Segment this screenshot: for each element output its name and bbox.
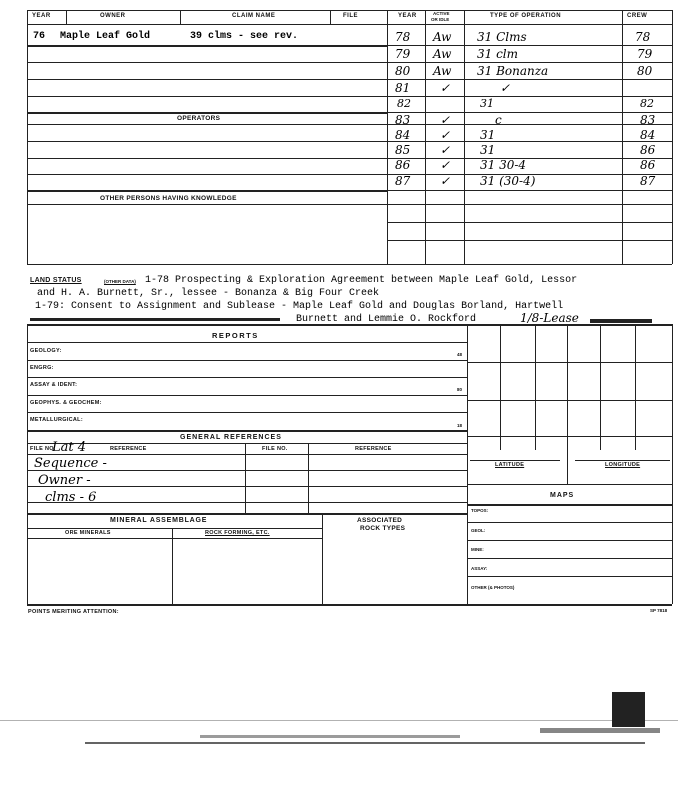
op-crew-85: 86 xyxy=(640,143,656,157)
op-crew-79: 79 xyxy=(637,47,653,61)
op-row-line xyxy=(387,190,672,191)
op-crew-87: 87 xyxy=(640,174,656,188)
v-year xyxy=(66,10,67,24)
op-type-78: 31 Clms xyxy=(477,30,527,44)
op-line-3 xyxy=(27,158,387,159)
grid-h-1 xyxy=(467,362,672,363)
long-line xyxy=(575,460,670,461)
op-year-87: 87 xyxy=(395,174,411,188)
gen-hand-2: Sequence - xyxy=(34,456,107,471)
reports-line-1 xyxy=(27,360,467,361)
top-table-bottom xyxy=(27,264,672,265)
row-line-1 xyxy=(27,62,387,63)
reports-line-0 xyxy=(27,342,467,343)
op-status-79: Aw xyxy=(433,47,452,61)
mineral-title: MINERAL ASSEMBLAGE xyxy=(110,517,208,524)
metallurgical-num: 18 xyxy=(457,423,463,428)
row-line-2 xyxy=(27,79,387,80)
op-row-line xyxy=(387,240,672,241)
assay-num: 80 xyxy=(457,387,463,392)
lat-line xyxy=(470,460,560,461)
op-year-86: 86 xyxy=(395,158,411,172)
reports-line-5 xyxy=(27,430,467,432)
v-claim xyxy=(330,10,331,24)
maps-top xyxy=(467,484,672,485)
year2-header: YEAR xyxy=(398,13,417,19)
v-file xyxy=(387,10,388,264)
op-status-84: ✓ xyxy=(440,128,451,142)
reference-label: REFERENCE xyxy=(110,446,147,452)
op-type-85: 31 xyxy=(480,143,496,157)
reports-line-4 xyxy=(27,412,467,413)
gen-line-4 xyxy=(27,486,467,487)
right-border xyxy=(672,10,673,264)
land-status-line3: 1-79: Consent to Assignment and Sublease - Maple Leaf Gold and Douglas Borland, Hartwell xyxy=(35,301,564,312)
longitude-label: LONGITUDE xyxy=(605,462,641,468)
op-crew-83: 83 xyxy=(640,113,656,127)
rock-forming-label: ROCK FORMING, ETC. xyxy=(205,530,270,536)
mineral-top xyxy=(27,513,467,515)
geology-num: 48 xyxy=(457,352,463,357)
other-line-2 xyxy=(27,204,387,205)
op-type-83: c xyxy=(495,113,502,127)
ore-minerals-label: ORE MINERALS xyxy=(65,530,111,536)
scan-streak-3 xyxy=(0,720,678,721)
v-owner xyxy=(180,10,181,24)
mineral-v-1 xyxy=(172,528,173,604)
op-row-line xyxy=(387,112,672,113)
op-year-78: 78 xyxy=(395,30,411,44)
year-header: YEAR xyxy=(32,13,51,19)
left-border xyxy=(27,10,28,264)
latitude-label: LATITUDE xyxy=(495,462,525,468)
claim-underline xyxy=(27,45,387,47)
reports-top xyxy=(27,324,672,326)
op-year-85: 85 xyxy=(395,143,411,157)
assoc-label-1: ASSOCIATED xyxy=(357,517,403,524)
file-no-label: FILE NO. xyxy=(30,446,56,452)
op-row-line xyxy=(387,96,672,97)
op-type-80: 31 Bonanza xyxy=(477,64,549,78)
right-section-v xyxy=(467,324,468,604)
gen-hand-3: Owner - xyxy=(38,473,91,488)
maps-title: MAPS xyxy=(550,492,575,499)
op-year-81: 81 xyxy=(395,81,411,95)
general-refs-title: GENERAL REFERENCES xyxy=(180,434,282,441)
assay-map-label: ASSAY: xyxy=(471,566,488,571)
maps-line-3 xyxy=(467,540,672,541)
maps-line-5 xyxy=(467,576,672,577)
op-year-83: 83 xyxy=(395,113,411,127)
op-row-line xyxy=(387,141,672,142)
op-year-84: 84 xyxy=(395,128,411,142)
grid-h-2 xyxy=(467,400,672,401)
file-header: FILE xyxy=(343,13,358,19)
assoc-label-2: ROCK TYPES xyxy=(360,525,406,532)
op-crew-80: 80 xyxy=(637,64,653,78)
gen-line-2 xyxy=(27,454,467,455)
grid-v-1 xyxy=(500,324,501,450)
assay-label: ASSAY & IDENT: xyxy=(30,382,78,388)
type-op-header: TYPE OF OPERATION xyxy=(490,13,562,19)
reference2-label: REFERENCE xyxy=(355,446,392,452)
claim-name-header: CLAIM NAME xyxy=(232,13,276,19)
redaction-mark xyxy=(30,318,280,321)
topos-label: TOPOS: xyxy=(471,508,489,513)
operators-label: OPERATORS xyxy=(177,115,221,122)
other-line xyxy=(27,190,387,192)
op-status-87: ✓ xyxy=(440,174,451,188)
metallurgical-label: METALLURGICAL: xyxy=(30,417,83,423)
op-crew-82: 82 xyxy=(640,97,654,110)
claim-year: 76 xyxy=(33,31,46,42)
op-status-83: ✓ xyxy=(440,113,451,127)
op-status-78: Aw xyxy=(433,30,452,44)
claim-owner: Maple Leaf Gold xyxy=(60,31,151,42)
reports-title: REPORTS xyxy=(212,331,259,340)
op-row-line xyxy=(387,204,672,205)
op-status-80: Aw xyxy=(433,64,452,78)
op-status-86: ✓ xyxy=(440,158,451,172)
op-row-line xyxy=(387,79,672,80)
op-row-line xyxy=(387,158,672,159)
v-type xyxy=(622,10,623,264)
op-line-1 xyxy=(27,124,387,125)
gen-hand-4: clms - 6 xyxy=(45,490,97,505)
points-label: POINTS MERITING ATTENTION: xyxy=(28,609,119,615)
idle-header: OR IDLE xyxy=(431,17,450,22)
gen-line xyxy=(27,443,467,444)
grid-h-3 xyxy=(467,436,672,437)
other-photos-label: OTHER (& PHOTOS) xyxy=(471,585,515,590)
op-type-86: 31 30-4 xyxy=(480,158,527,172)
scan-black-square xyxy=(612,692,645,727)
mine-label: MINE: xyxy=(471,547,484,552)
grid-v-5 xyxy=(635,324,636,450)
op-crew-78: 78 xyxy=(635,30,651,44)
file-no2-label: FILE NO. xyxy=(262,446,288,452)
maps-line-4 xyxy=(467,558,672,559)
op-year-80: 80 xyxy=(395,64,411,78)
v-year2 xyxy=(425,10,426,264)
owner-header: OWNER xyxy=(100,13,126,19)
reports-line-2 xyxy=(27,377,467,378)
grid-v-4 xyxy=(600,324,601,450)
land-status-line2: and H. A. Burnett, Sr., lessee - Bonanza & Big Four Creek xyxy=(37,288,380,299)
top-border xyxy=(27,10,672,11)
land-status-label: LAND STATUS xyxy=(30,277,82,284)
right-border-lower xyxy=(672,324,673,604)
row-line-3 xyxy=(27,96,387,97)
v-active xyxy=(464,10,465,264)
op-year-82: 82 xyxy=(397,97,411,110)
redaction-mark-2 xyxy=(590,319,652,323)
mineral-line xyxy=(27,528,322,529)
reports-line-3 xyxy=(27,395,467,396)
form-number: SP 7818 xyxy=(650,608,668,613)
other-persons-label: OTHER PERSONS HAVING KNOWLEDGE xyxy=(100,195,237,202)
op-row-line xyxy=(387,45,672,46)
op-year-79: 79 xyxy=(395,47,411,61)
op-line-2 xyxy=(27,141,387,142)
geol-label: GEOL: xyxy=(471,528,486,533)
gen-v-2 xyxy=(308,443,309,513)
land-status-line1: 1-78 Prospecting & Exploration Agreement between Maple Leaf Gold, Lessor xyxy=(145,275,578,286)
header-bottom-line xyxy=(27,24,672,25)
active-header: ACTIVE xyxy=(433,11,450,16)
scan-streak-4 xyxy=(540,728,660,733)
op-type-79: 31 clm xyxy=(477,47,519,61)
operators-line xyxy=(27,112,387,114)
op-type-84: 31 xyxy=(480,128,496,142)
claim-name: 39 clms - see rev. xyxy=(190,31,299,42)
op-type-82: 31 xyxy=(480,97,494,110)
land-status-sub: (OTHER DATA) xyxy=(104,279,136,284)
grid-v-2 xyxy=(535,324,536,450)
op-type-87: 31 (30-4) xyxy=(480,174,536,188)
mineral-bottom xyxy=(27,604,672,606)
mineral-v-2 xyxy=(322,513,323,604)
op-row-line xyxy=(387,62,672,63)
gen-hand-1: Lat 4 xyxy=(52,440,87,455)
gen-v-1 xyxy=(245,443,246,513)
maps-line-2 xyxy=(467,522,672,523)
op-type-81: ✓ xyxy=(500,81,511,95)
op-line-4 xyxy=(27,174,387,175)
op-status-81: ✓ xyxy=(440,81,451,95)
geophys-label: GEOPHYS. & GEOCHEM: xyxy=(30,400,102,406)
land-status-hand: 1/8-Lease xyxy=(520,311,579,325)
op-status-85: ✓ xyxy=(440,143,451,157)
land-status-line4: Burnett and Lemmie O. Rockford xyxy=(296,314,477,325)
crew-header: CREW xyxy=(627,13,648,19)
left-border-lower xyxy=(27,324,28,604)
geology-label: GEOLOGY: xyxy=(30,348,62,354)
op-row-line xyxy=(387,124,672,125)
op-crew-84: 84 xyxy=(640,128,656,142)
grid-v-3 xyxy=(567,324,568,484)
engrg-label: ENGRG: xyxy=(30,365,54,371)
scan-streak-2 xyxy=(200,735,460,738)
op-crew-86: 86 xyxy=(640,158,656,172)
mineral-line-2 xyxy=(27,538,322,539)
maps-line xyxy=(467,504,672,506)
op-row-line xyxy=(387,222,672,223)
scan-streak xyxy=(85,742,645,744)
